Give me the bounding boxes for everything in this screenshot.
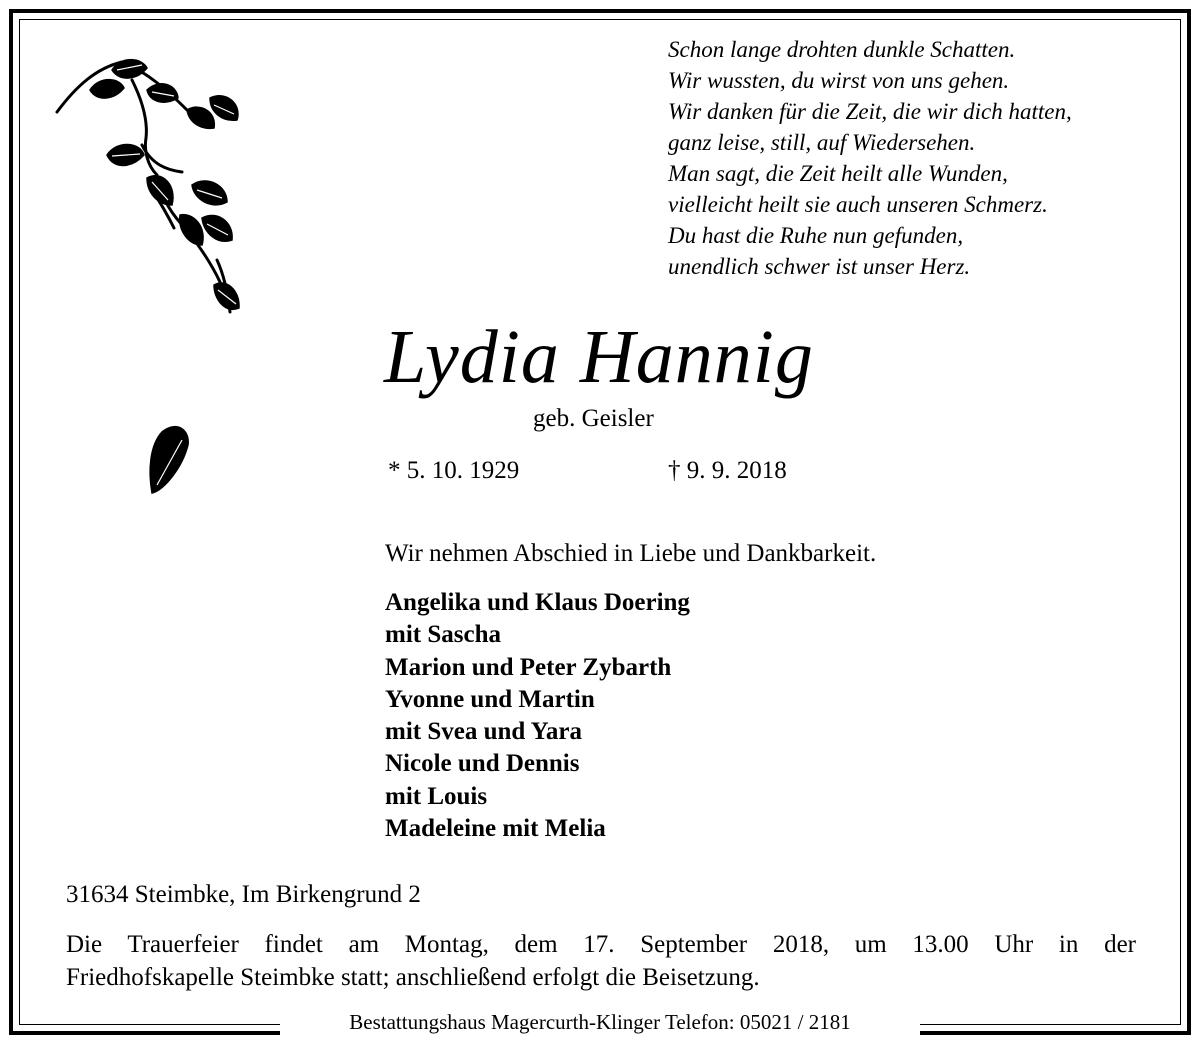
poem-line: Schon lange drohten dunkle Schatten. bbox=[668, 37, 1016, 62]
maiden-name: geb. Geisler bbox=[533, 405, 654, 432]
poem-line: Wir danken für die Zeit, die wir dich hatten, bbox=[668, 99, 1072, 124]
poem-line: ganz leise, still, auf Wiedersehen. bbox=[668, 130, 976, 155]
mourner-entry: Angelika und Klaus Doering bbox=[385, 589, 690, 616]
poem-line: Man sagt, die Zeit heilt alle Wunden, bbox=[668, 161, 1008, 186]
poem-line: unendlich schwer ist unser Herz. bbox=[668, 254, 971, 279]
mourner-entry: Nicole und Dennis bbox=[385, 750, 580, 778]
death-date: † 9. 9. 2018 bbox=[668, 457, 787, 484]
mourner-entry: mit Louis bbox=[385, 782, 488, 810]
mourner-entry: Madeleine mit Melia bbox=[385, 815, 606, 843]
poem bbox=[668, 34, 1168, 282]
birch-branch-icon bbox=[52, 50, 252, 500]
mourner-entry: Yvonne und Martin bbox=[385, 685, 595, 713]
funeral-home-footer: Bestattungshaus Magercurth-Klinger Telefon: 05021 / 2181 bbox=[280, 1008, 920, 1038]
service-line: Friedhofskapelle Steimbke statt; anschließend erfolgt die Beisetzung. bbox=[66, 964, 760, 991]
mourners-list bbox=[385, 587, 690, 845]
service-line: Die Trauerfeier findet am Montag, dem 17. September 2018, um 13.00 Uhr in der bbox=[66, 931, 1136, 958]
mourner-entry: Marion und Peter Zybarth bbox=[385, 653, 672, 681]
poem-line: Wir wussten, du wirst von uns gehen. bbox=[668, 68, 1010, 93]
mourner-entry: mit Sascha bbox=[385, 621, 501, 649]
poem-line: vielleicht heilt sie auch unseren Schmerz. bbox=[668, 192, 1048, 217]
farewell-text: Wir nehmen Abschied in Liebe und Dankbarkeit. bbox=[385, 540, 877, 567]
mourner-entry: mit Svea und Yara bbox=[385, 718, 583, 746]
birth-date: * 5. 10. 1929 bbox=[388, 457, 520, 484]
address: 31634 Steimbke, Im Birkengrund 2 bbox=[66, 881, 421, 908]
deceased-name: Lydia Hannig bbox=[384, 315, 814, 399]
service-announcement bbox=[66, 928, 1136, 994]
poem-line: Du hast die Ruhe nun gefunden, bbox=[668, 223, 964, 248]
